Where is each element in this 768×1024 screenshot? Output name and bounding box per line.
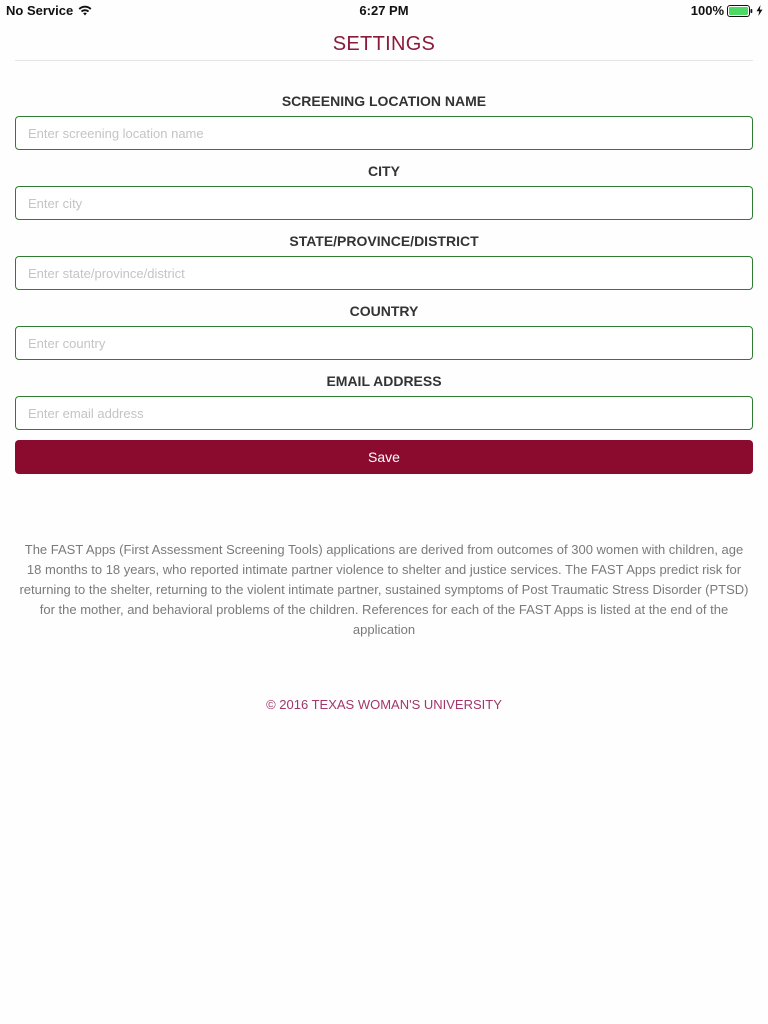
battery-percent: 100%: [690, 3, 724, 18]
city-input[interactable]: [15, 186, 753, 220]
field-country: [15, 302, 753, 360]
country-input[interactable]: [15, 326, 753, 360]
battery-icon: [727, 5, 753, 17]
email-label: EMAIL ADDRESS: [326, 373, 442, 389]
copyright-text: © 2016 TEXAS WOMAN'S UNIVERSITY: [266, 697, 502, 712]
carrier-label: No Service: [6, 3, 74, 18]
city-label: CITY: [368, 163, 400, 179]
header-divider: [15, 60, 753, 61]
charging-icon: [756, 5, 763, 16]
field-screening-location: [15, 92, 753, 150]
email-input[interactable]: [15, 396, 753, 430]
state-input[interactable]: [15, 256, 753, 290]
state-label: STATE/PROVINCE/DISTRICT: [289, 233, 479, 249]
settings-form: [15, 92, 753, 474]
status-bar: [0, 0, 768, 22]
save-button[interactable]: Save: [15, 440, 753, 474]
app-description: The FAST Apps (First Assessment Screening Tools) applications are derived from outcomes of 300 women with children, age 18 months to 18 years, who reported intimate partner violence to shelter and justice services. The FAST Apps predict risk for returning to the shelter, returning to the violent intimate partner, sustained symptoms of Post Traumatic Stress Disorder (PTSD) for the mother, and behavioral problems of the children. References for each of the FAST Apps is listed at the end of the application: [19, 542, 749, 637]
field-city: [15, 162, 753, 220]
status-time: 6:27 PM: [359, 3, 409, 18]
field-email: [15, 372, 753, 430]
screening-location-label: SCREENING LOCATION NAME: [281, 93, 487, 109]
country-label: COUNTRY: [349, 303, 419, 319]
page-title: SETTINGS: [332, 33, 436, 55]
status-right: [691, 3, 763, 18]
field-state: [15, 232, 753, 290]
screening-location-input[interactable]: [15, 116, 753, 150]
